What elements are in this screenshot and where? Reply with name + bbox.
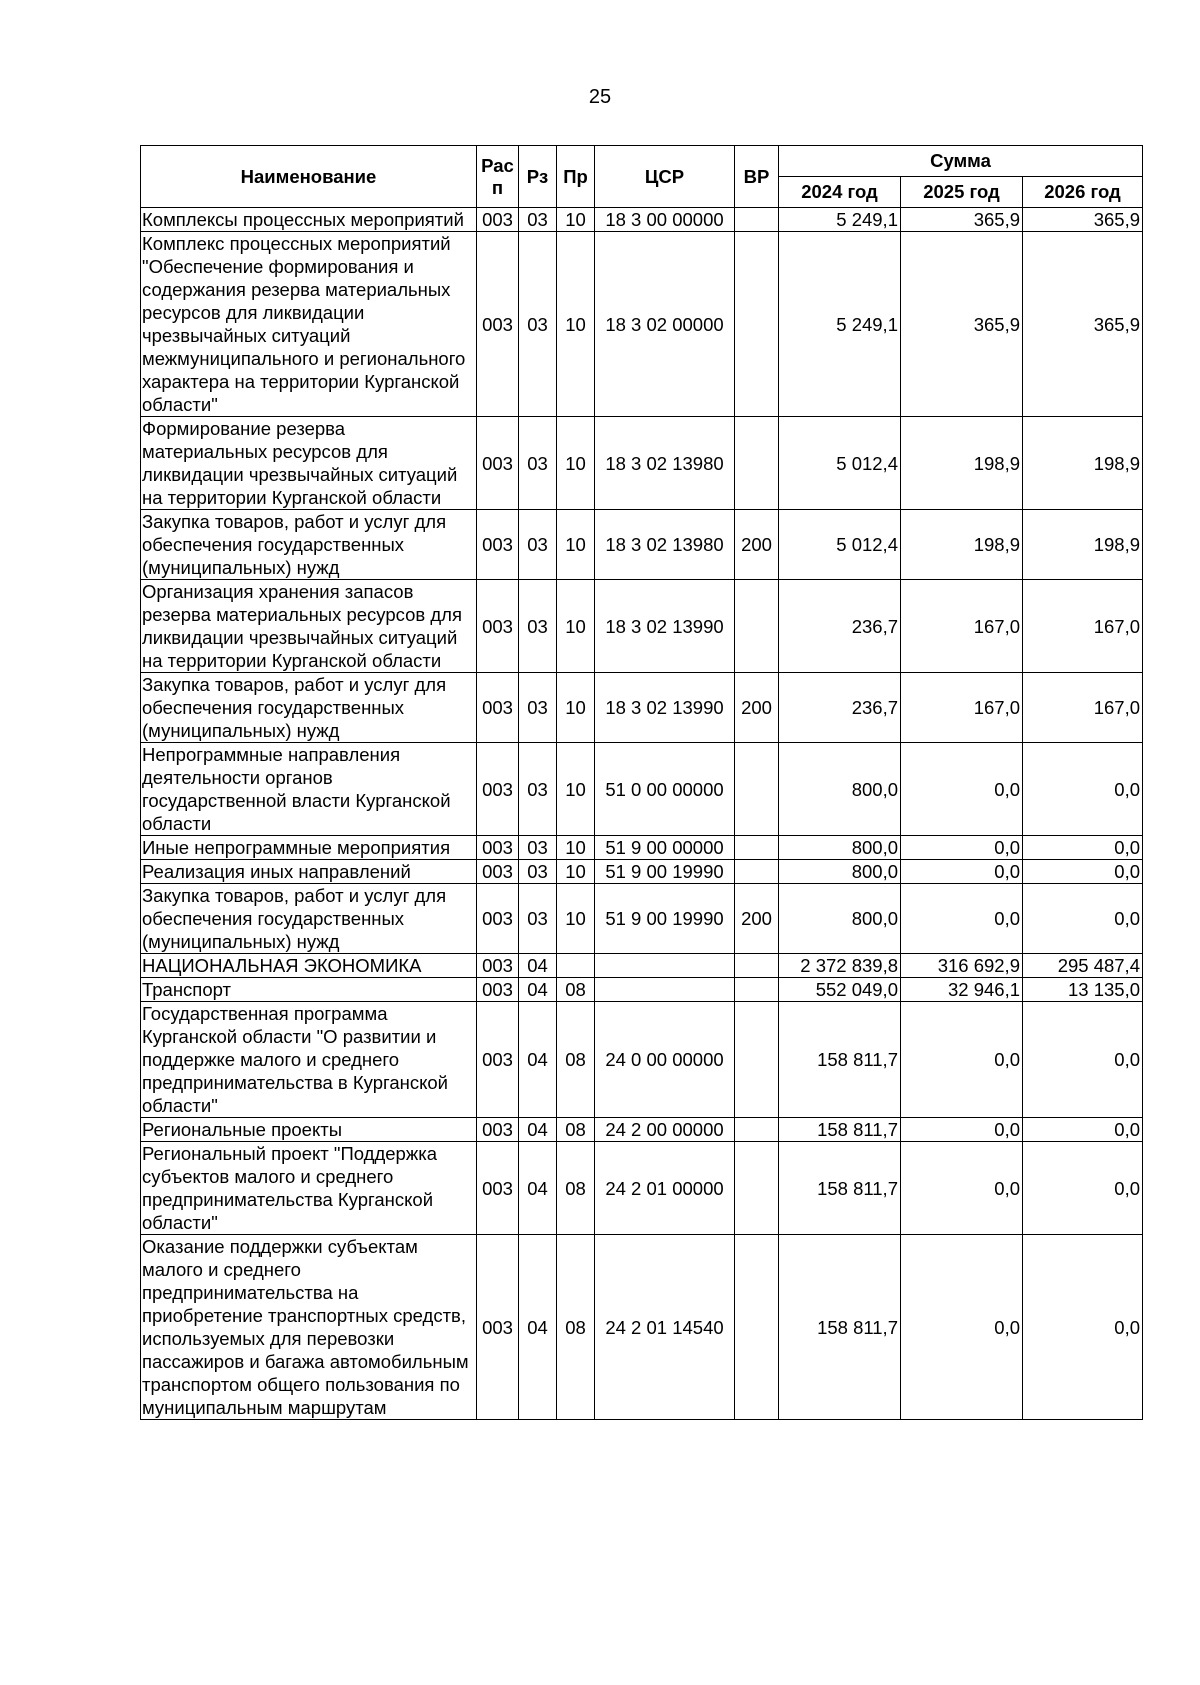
cell-2024: 158 811,7 <box>779 1002 901 1118</box>
cell-vr <box>735 580 779 673</box>
cell-name: Непрограммные направления деятельности органов государственной власти Курганской области <box>141 743 477 836</box>
table-row <box>141 860 1143 884</box>
cell-vr <box>735 1118 779 1142</box>
cell-rasp: 003 <box>477 1002 519 1118</box>
cell-rz: 03 <box>519 860 557 884</box>
header-rasp: Рас п <box>477 146 519 208</box>
cell-2024: 5 249,1 <box>779 208 901 232</box>
cell-rasp: 003 <box>477 954 519 978</box>
cell-name: Комплексы процессных мероприятий <box>141 208 477 232</box>
cell-rasp: 003 <box>477 836 519 860</box>
table-row <box>141 510 1143 580</box>
cell-vr <box>735 743 779 836</box>
cell-rasp: 003 <box>477 978 519 1002</box>
header-rz: Рз <box>519 146 557 208</box>
cell-pr: 10 <box>557 232 595 417</box>
cell-2024: 800,0 <box>779 743 901 836</box>
cell-2025: 0,0 <box>901 836 1023 860</box>
cell-pr: 10 <box>557 673 595 743</box>
cell-rasp: 003 <box>477 208 519 232</box>
cell-2026: 0,0 <box>1023 743 1143 836</box>
cell-vr <box>735 208 779 232</box>
header-2025: 2025 год <box>901 177 1023 208</box>
cell-2026: 0,0 <box>1023 860 1143 884</box>
cell-name: Оказание поддержки субъектам малого и среднего предпринимательства на приобретение транспортных средств, используемых для перевозки пассажиров и багажа автомобильным транспортом общего пользования по муниципальным маршрутам <box>141 1235 477 1420</box>
cell-2025: 316 692,9 <box>901 954 1023 978</box>
cell-2024: 5 012,4 <box>779 510 901 580</box>
cell-rz: 03 <box>519 232 557 417</box>
cell-csr <box>595 978 735 1002</box>
cell-name: Формирование резерва материальных ресурсов для ликвидации чрезвычайных ситуаций на территории Курганской области <box>141 417 477 510</box>
cell-pr: 08 <box>557 1235 595 1420</box>
cell-rz: 03 <box>519 836 557 860</box>
cell-vr <box>735 417 779 510</box>
cell-vr: 200 <box>735 884 779 954</box>
cell-rasp: 003 <box>477 417 519 510</box>
cell-vr <box>735 978 779 1002</box>
cell-rasp: 003 <box>477 510 519 580</box>
cell-pr: 10 <box>557 884 595 954</box>
cell-vr <box>735 954 779 978</box>
header-2026: 2026 год <box>1023 177 1143 208</box>
cell-2026: 0,0 <box>1023 1235 1143 1420</box>
cell-csr: 51 9 00 19990 <box>595 860 735 884</box>
cell-pr: 10 <box>557 417 595 510</box>
cell-vr: 200 <box>735 510 779 580</box>
cell-rz: 04 <box>519 954 557 978</box>
cell-vr <box>735 1142 779 1235</box>
table-row <box>141 208 1143 232</box>
cell-name: Региональные проекты <box>141 1118 477 1142</box>
cell-vr: 200 <box>735 673 779 743</box>
cell-rasp: 003 <box>477 1235 519 1420</box>
cell-2024: 800,0 <box>779 884 901 954</box>
table-row <box>141 884 1143 954</box>
cell-csr: 24 0 00 00000 <box>595 1002 735 1118</box>
cell-2024: 5 249,1 <box>779 232 901 417</box>
cell-pr: 10 <box>557 208 595 232</box>
cell-2025: 32 946,1 <box>901 978 1023 1002</box>
cell-2024: 800,0 <box>779 860 901 884</box>
table-row <box>141 1118 1143 1142</box>
table-row <box>141 954 1143 978</box>
cell-name: НАЦИОНАЛЬНАЯ ЭКОНОМИКА <box>141 954 477 978</box>
cell-pr: 08 <box>557 978 595 1002</box>
header-pr: Пр <box>557 146 595 208</box>
cell-2026: 198,9 <box>1023 417 1143 510</box>
cell-name: Иные непрограммные мероприятия <box>141 836 477 860</box>
table-row <box>141 743 1143 836</box>
cell-2026: 0,0 <box>1023 884 1143 954</box>
table-row <box>141 978 1143 1002</box>
cell-2024: 2 372 839,8 <box>779 954 901 978</box>
cell-2025: 0,0 <box>901 1142 1023 1235</box>
cell-2025: 198,9 <box>901 417 1023 510</box>
cell-rz: 03 <box>519 743 557 836</box>
cell-rz: 04 <box>519 1235 557 1420</box>
cell-csr: 51 0 00 00000 <box>595 743 735 836</box>
cell-2025: 365,9 <box>901 232 1023 417</box>
cell-rz: 03 <box>519 673 557 743</box>
cell-2025: 0,0 <box>901 884 1023 954</box>
cell-csr: 18 3 02 13990 <box>595 580 735 673</box>
cell-2026: 0,0 <box>1023 1142 1143 1235</box>
cell-vr <box>735 1235 779 1420</box>
cell-rasp: 003 <box>477 1118 519 1142</box>
cell-2026: 0,0 <box>1023 1118 1143 1142</box>
cell-2024: 158 811,7 <box>779 1118 901 1142</box>
budget-table <box>140 145 1143 1420</box>
cell-name: Закупка товаров, работ и услуг для обеспечения государственных (муниципальных) нужд <box>141 673 477 743</box>
cell-2024: 5 012,4 <box>779 417 901 510</box>
cell-pr: 10 <box>557 860 595 884</box>
table-row <box>141 836 1143 860</box>
table-row <box>141 580 1143 673</box>
table-row <box>141 673 1143 743</box>
cell-name: Комплекс процессных мероприятий "Обеспечение формирования и содержания резерва материальных ресурсов для ликвидации чрезвычайных ситуаций межмуниципального и регионального характера на территории Курганской области" <box>141 232 477 417</box>
cell-2025: 0,0 <box>901 860 1023 884</box>
cell-rasp: 003 <box>477 580 519 673</box>
cell-rz: 03 <box>519 580 557 673</box>
cell-rz: 04 <box>519 1142 557 1235</box>
cell-2025: 0,0 <box>901 1235 1023 1420</box>
cell-2026: 365,9 <box>1023 208 1143 232</box>
cell-rz: 03 <box>519 510 557 580</box>
table-row <box>141 417 1143 510</box>
table-row <box>141 1002 1143 1118</box>
cell-name: Государственная программа Курганской области "О развитии и поддержке малого и среднего предпринимательства в Курганской области" <box>141 1002 477 1118</box>
header-name: Наименование <box>141 146 477 208</box>
cell-2025: 198,9 <box>901 510 1023 580</box>
header-vr: ВР <box>735 146 779 208</box>
cell-2026: 295 487,4 <box>1023 954 1143 978</box>
cell-csr: 18 3 00 00000 <box>595 208 735 232</box>
header-2024: 2024 год <box>779 177 901 208</box>
cell-pr: 08 <box>557 1142 595 1235</box>
cell-2024: 800,0 <box>779 836 901 860</box>
cell-csr: 24 2 01 00000 <box>595 1142 735 1235</box>
cell-rasp: 003 <box>477 673 519 743</box>
cell-vr <box>735 232 779 417</box>
cell-2025: 0,0 <box>901 1118 1023 1142</box>
cell-rz: 03 <box>519 884 557 954</box>
cell-csr <box>595 954 735 978</box>
table-row <box>141 232 1143 417</box>
cell-csr: 18 3 02 00000 <box>595 232 735 417</box>
cell-pr: 10 <box>557 743 595 836</box>
cell-rasp: 003 <box>477 884 519 954</box>
cell-rasp: 003 <box>477 860 519 884</box>
cell-name: Организация хранения запасов резерва материальных ресурсов для ликвидации чрезвычайных ситуаций на территории Курганской области <box>141 580 477 673</box>
cell-name: Закупка товаров, работ и услуг для обеспечения государственных (муниципальных) нужд <box>141 510 477 580</box>
cell-pr: 10 <box>557 580 595 673</box>
table-row <box>141 1235 1143 1420</box>
page-number: 25 <box>588 86 612 108</box>
cell-pr <box>557 954 595 978</box>
header-sum: Сумма <box>779 146 1143 177</box>
cell-2025: 365,9 <box>901 208 1023 232</box>
cell-name: Закупка товаров, работ и услуг для обеспечения государственных (муниципальных) нужд <box>141 884 477 954</box>
cell-rz: 04 <box>519 978 557 1002</box>
cell-2025: 167,0 <box>901 673 1023 743</box>
cell-2026: 0,0 <box>1023 1002 1143 1118</box>
cell-csr: 18 3 02 13990 <box>595 673 735 743</box>
cell-rasp: 003 <box>477 743 519 836</box>
cell-2026: 365,9 <box>1023 232 1143 417</box>
cell-csr: 18 3 02 13980 <box>595 417 735 510</box>
cell-csr: 24 2 00 00000 <box>595 1118 735 1142</box>
cell-name: Реализация иных направлений <box>141 860 477 884</box>
cell-csr: 24 2 01 14540 <box>595 1235 735 1420</box>
cell-pr: 08 <box>557 1118 595 1142</box>
cell-rasp: 003 <box>477 232 519 417</box>
cell-pr: 10 <box>557 836 595 860</box>
cell-rasp: 003 <box>477 1142 519 1235</box>
cell-rz: 03 <box>519 208 557 232</box>
cell-2026: 167,0 <box>1023 580 1143 673</box>
cell-2025: 167,0 <box>901 580 1023 673</box>
cell-2025: 0,0 <box>901 1002 1023 1118</box>
cell-2026: 0,0 <box>1023 836 1143 860</box>
cell-2026: 167,0 <box>1023 673 1143 743</box>
header-csr: ЦСР <box>595 146 735 208</box>
cell-vr <box>735 836 779 860</box>
table-body <box>141 208 1143 1420</box>
cell-pr: 08 <box>557 1002 595 1118</box>
cell-2026: 198,9 <box>1023 510 1143 580</box>
cell-2024: 158 811,7 <box>779 1142 901 1235</box>
cell-vr <box>735 1002 779 1118</box>
table-row <box>141 1142 1143 1235</box>
cell-csr: 18 3 02 13980 <box>595 510 735 580</box>
cell-2024: 158 811,7 <box>779 1235 901 1420</box>
cell-2024: 236,7 <box>779 580 901 673</box>
cell-csr: 51 9 00 19990 <box>595 884 735 954</box>
cell-name: Транспорт <box>141 978 477 1002</box>
cell-rz: 03 <box>519 417 557 510</box>
cell-csr: 51 9 00 00000 <box>595 836 735 860</box>
cell-rz: 04 <box>519 1118 557 1142</box>
cell-pr: 10 <box>557 510 595 580</box>
cell-2026: 13 135,0 <box>1023 978 1143 1002</box>
cell-rz: 04 <box>519 1002 557 1118</box>
cell-2025: 0,0 <box>901 743 1023 836</box>
cell-2024: 236,7 <box>779 673 901 743</box>
cell-vr <box>735 860 779 884</box>
cell-2024: 552 049,0 <box>779 978 901 1002</box>
cell-name: Региональный проект "Поддержка субъектов малого и среднего предпринимательства Курганской области" <box>141 1142 477 1235</box>
